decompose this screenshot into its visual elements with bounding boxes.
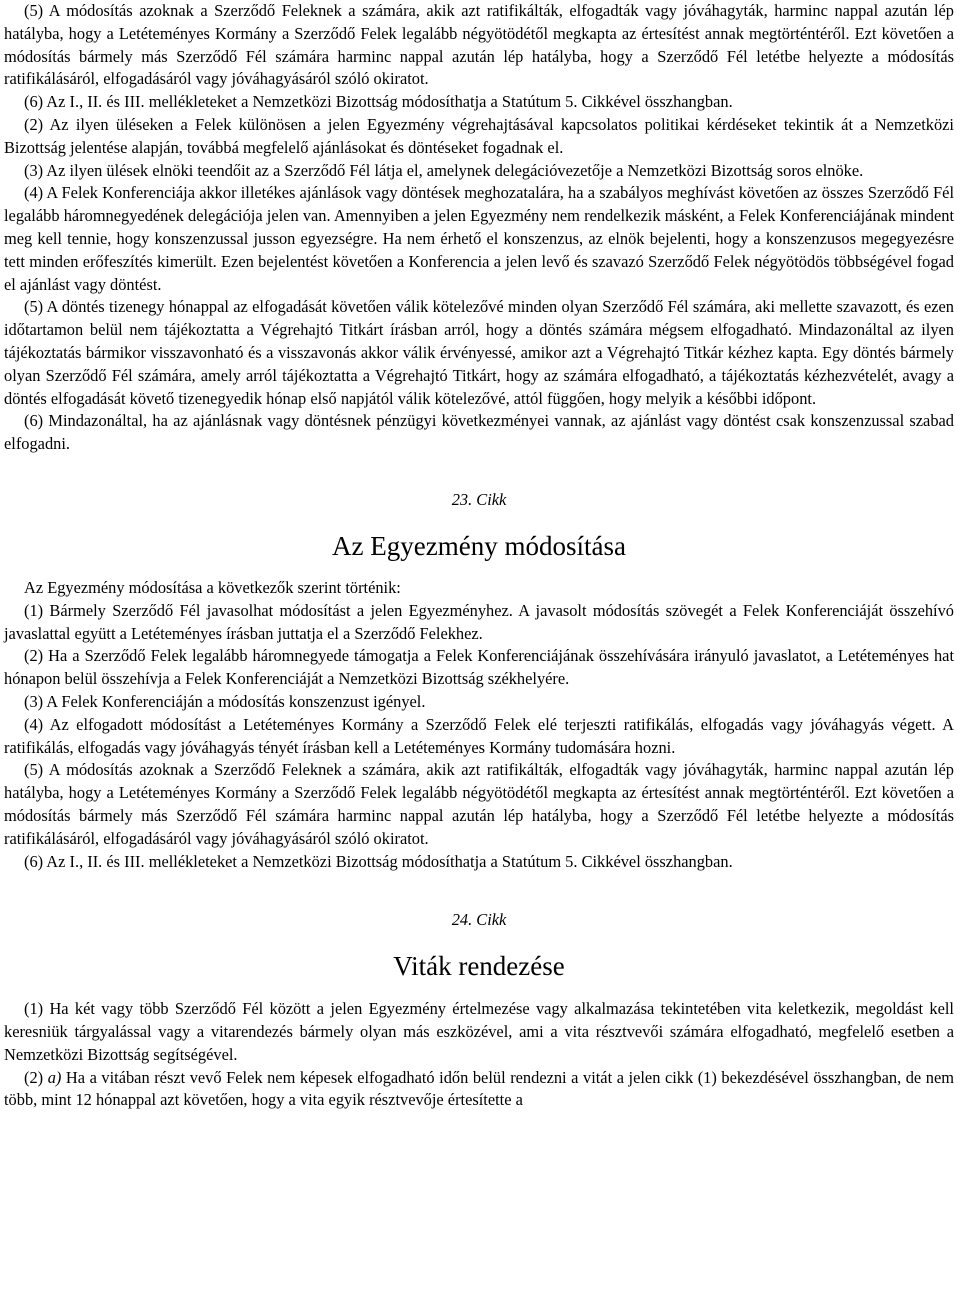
paragraph-4-conference: (4) A Felek Konferenciája akkor illetékes ajánlások vagy döntések meghozatalára, ha a szabályos meghívást követően az összes Szerződő Fél legalább háromnegyedének delegációja jelen van. Amennyiben a jelen Egyezmény nem rendelkezik másként, a Felek Konferenciájának mindent meg kell tennie, hogy konszenzussal jusson egyezségre. Ha nem érhető el konszenzus, az elnök bejelenti, hogy a konszenzusos megegyezésre tett minden erőfeszítés kimerült. Ezen bejelentést követően a Konferencia a jelen levő és szavazó Szerződő Felek négyötödös többségével fogad el ajánlást vagy döntést. bbox=[4, 183, 954, 294]
paragraph-6-art22: (6) Az I., II. és III. mellékleteket a Nemzetközi Bizottság módosíthatja a Statútum 5. Cikkével összhangban. bbox=[24, 92, 733, 112]
paragraph-6-conference: (6) Mindazonáltal, ha az ajánlásnak vagy döntésnek pénzügyi következményei vannak, az ajánlást vagy döntést csak konszenzussal szabad elfogadni. bbox=[4, 411, 954, 454]
article-23-paragraph-6: (6) Az I., II. és III. mellékleteket a Nemzetközi Bizottság módosíthatja a Statútum 5. Cikkével összhangban. bbox=[24, 851, 733, 871]
article-24-paragraph-2-point-a: a) bbox=[47, 1067, 62, 1087]
article-23-paragraph-1: (1) Bármely Szerződő Fél javasolhat módosítást a jelen Egyezményhez. A javasolt módosítás szövegét a Felek Konferenciáját összehívó javaslattal együtt a Letéteményes írásban juttatja el a Szerződő Felekhez. bbox=[4, 600, 954, 643]
paragraph-3-conference: (3) Az ilyen ülések elnöki teendőit az a Szerződő Fél látja el, amelynek delegációvezetője a Nemzetközi Bizottság soros elnöke. bbox=[24, 160, 864, 180]
paragraph-5-conference: (5) A döntés tizenegy hónappal az elfogadását követően válik kötelezővé minden olyan Szerződő Fél számára, aki mellette szavazott, és ezen időtartamon belül nem tájékoztatta a Végrehajtó Titkárt írásban arról, hogy a döntés számára mégsem elfogadható. Mindazonáltal az ilyen tájékoztatás bármikor visszavonható és a visszavonás akkor válik érvényessé, amikor azt a Végrehajtó Titkár kézhez kapta. Egy döntés bármely olyan Szerződő Fél számára, amely arról tájékoztatta a Végrehajtó Titkárt, hogy az számára elfogadható, a tájékoztatás kézhezvételét, avagy a döntés elfogadását követő tizenegyedik hónap első napjától válik kötelezővé, attól függően, hogy melyik a későbbi időpont. bbox=[4, 297, 954, 408]
article-24-title: Viták rendezése bbox=[393, 951, 565, 982]
article-24-paragraph-2-text: Ha a vitában részt vevő Felek nem képesek elfogadható időn belül rendezni a vitát a jelen cikk (1) bekezdésével összhangban, de nem több, mint 12 hónappal azt követően, hogy a vita egyik résztvevője értesítette a bbox=[4, 1067, 954, 1110]
article-24-paragraph-2 bbox=[4, 1067, 954, 1113]
article-23-intro: Az Egyezmény módosítása a következők szerint történik: bbox=[24, 577, 401, 597]
article-24-number: 24. Cikk bbox=[451, 910, 507, 930]
article-23-paragraph-5: (5) A módosítás azoknak a Szerződő Feleknek a számára, akik azt ratifikálták, elfogadták vagy jóváhagyták, harminc nappal azután lép hatályba, hogy a Letéteményes Kormány a Szerződő Felek legalább négyötödétől megkapta az értesítést annak megtörténtéről. Ezt követően a módosítás bármely más Szerződő Fél számára harminc nappal azután lép hatályba, hogy a Szerződő Fél letétbe helyezte a módosítás ratifikálásáról, elfogadásáról vagy jóváhagyásáról szóló okiratot. bbox=[4, 760, 954, 848]
paragraph-2-conference: (2) Az ilyen üléseken a Felek különösen a jelen Egyezmény végrehajtásával kapcsolatos politikai kérdéseket tekintik át a Nemzetközi Bizottság jelentése alapján, továbbá megfelelő ajánlásokat és döntéseket fogadnak el. bbox=[4, 114, 954, 157]
article-24-paragraph-1: (1) Ha két vagy több Szerződő Fél között a jelen Egyezmény értelmezése vagy alkalmazása tekintetében vita keletkezik, megoldást kell keresniük tárgyalással vagy a vitarendezés bármely olyan más eszközével, ami a vita résztvevői számára elfogadható, megfelelő esetben a Nemzetközi Bizottság segítségével. bbox=[4, 999, 954, 1064]
article-23-paragraph-3: (3) A Felek Konferenciáján a módosítás konszenzust igényel. bbox=[24, 691, 426, 711]
article-23-number: 23. Cikk bbox=[451, 489, 507, 509]
article-23-title: Az Egyezmény módosítása bbox=[332, 530, 626, 561]
document-page bbox=[4, 0, 954, 1112]
paragraph-5-art22: (5) A módosítás azoknak a Szerződő Feleknek a számára, akik azt ratifikálták, elfogadták vagy jóváhagyták, harminc nappal azután lép hatályba, hogy a Letéteményes Kormány a Szerződő Felek legalább négyötödétől megkapta az értesítést annak megtörténtéről. Ezt követően a módosítás bármely más Szerződő Fél számára harminc nappal azután lép hatályba, hogy a Szerződő Fél letétbe helyezte a módosítás ratifikálásáról, elfogadásáról vagy jóváhagyásáról szóló okiratot. bbox=[4, 1, 954, 89]
article-24-paragraph-2-prefix: (2) bbox=[24, 1067, 44, 1087]
article-23-paragraph-4: (4) Az elfogadott módosítást a Letéteményes Kormány a Szerződő Felek elé terjeszti ratifikálás, elfogadás vagy jóváhagyás végett. A ratifikálás, elfogadás vagy jóváhagyás tényét írásban kell a Letéteményes Kormány tudomására hozni. bbox=[4, 714, 954, 757]
article-23-paragraph-2: (2) Ha a Szerződő Felek legalább háromnegyede támogatja a Felek Konferenciájának összehívására irányuló javaslatot, a Letéteményes hat hónapon belül összehívja a Felek Konferenciáját a Nemzetközi Bizottság székhelyére. bbox=[4, 646, 954, 689]
